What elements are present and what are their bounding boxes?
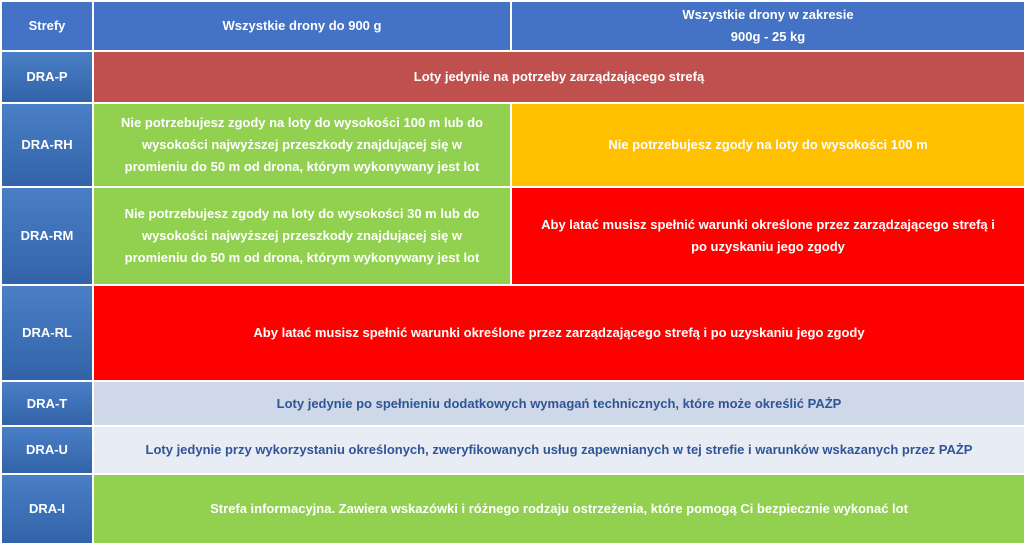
header-zones: Strefy [1,1,93,51]
zone-rule-heavy-drones: Nie potrzebujesz zgody na loty do wysokości 100 m [511,103,1024,187]
table-row [1,187,1024,285]
zone-rule: Aby latać musisz spełnić warunki określone przez zarządzającego strefą i po uzyskaniu jego zgody [93,285,1024,381]
zone-label: DRA-I [1,474,93,544]
header-900g-25kg [511,1,1024,51]
header-900g-25kg-line2: 900g - 25 kg [730,29,806,44]
table-row [1,51,1024,103]
table-row [1,285,1024,381]
zone-rule: Loty jedynie po spełnieniu dodatkowych wymagań technicznych, które może określić PAŻP [93,381,1024,426]
zone-label: DRA-U [1,426,93,474]
zone-label: DRA-P [1,51,93,103]
zone-rule-light-drones: Nie potrzebujesz zgody na loty do wysokości 30 m lub do wysokości najwyższej przeszkody znajdującej się w promieniu do 50 m od drona, którym wykonywany jest lot [93,187,511,285]
header-row [1,1,1024,51]
zone-rule-heavy-drones: Aby latać musisz spełnić warunki określone przez zarządzającego strefą i po uzyskaniu jego zgody [511,187,1024,285]
zone-rule: Loty jedynie przy wykorzystaniu określonych, zweryfikowanych usług zapewnianych w tej strefie i warunków wskazanych przez PAŻP [93,426,1024,474]
table-row [1,474,1024,544]
table-row [1,381,1024,426]
zone-rule: Loty jedynie na potrzeby zarządzającego strefą [93,51,1024,103]
table-row [1,103,1024,187]
zone-rule-light-drones: Nie potrzebujesz zgody na loty do wysokości 100 m lub do wysokości najwyższej przeszkody znajdującej się w promieniu do 50 m od drona, którym wykonywany jest lot [93,103,511,187]
zone-label: DRA-RL [1,285,93,381]
header-900g-25kg-line1: Wszystkie drony w zakresie [682,7,854,22]
header-up-to-900g: Wszystkie drony do 900 g [93,1,511,51]
zone-label: DRA-T [1,381,93,426]
zone-label: DRA-RH [1,103,93,187]
zone-rule: Strefa informacyjna. Zawiera wskazówki i różnego rodzaju ostrzeżenia, które pomogą Ci bezpiecznie wykonać lot [93,474,1024,544]
table-row [1,426,1024,474]
zone-label: DRA-RM [1,187,93,285]
